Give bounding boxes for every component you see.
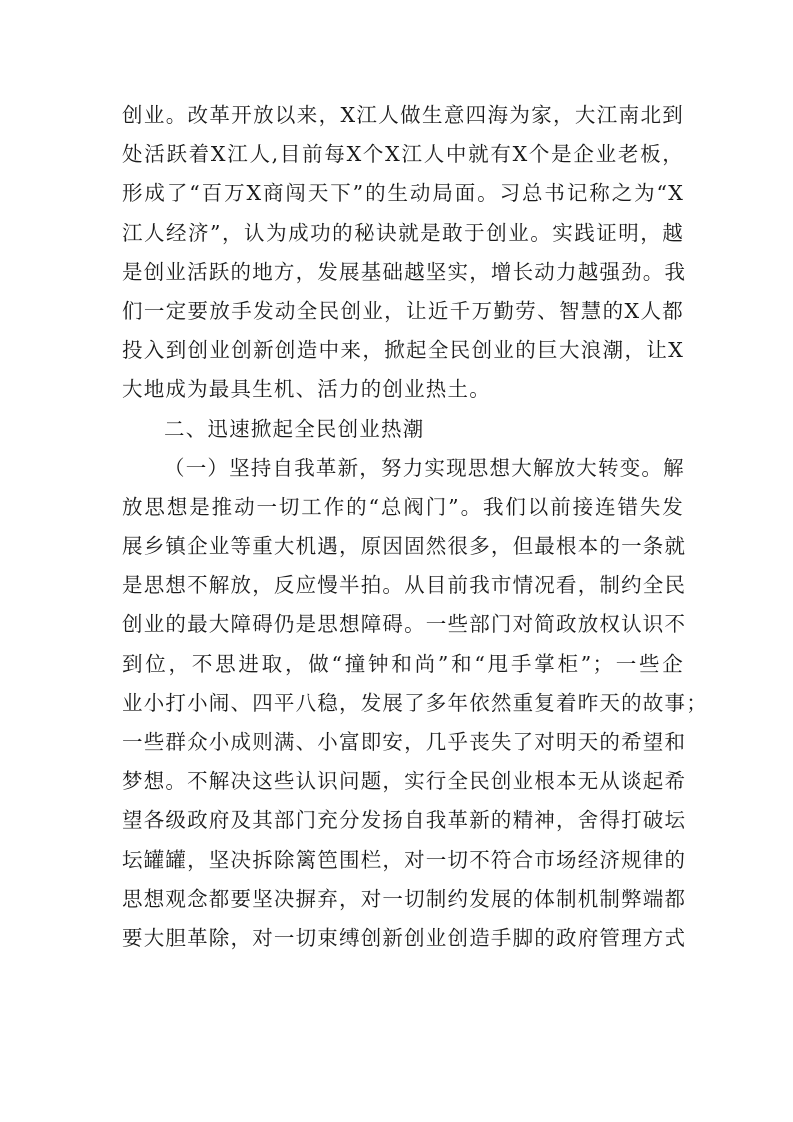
- document-body: [122, 96, 708, 958]
- text-line: 到位，不思进取，做“撞钟和尚”和“甩手掌柜”；一些企: [122, 651, 684, 676]
- text-line: 江人经济”，认为成功的秘诀就是敢于创业。实践证明，越: [122, 220, 684, 245]
- text-line: 处活跃着X江人,目前每X个X江人中就有X个是企业老板，: [122, 142, 684, 167]
- text-line: 思想观念都要坚决摒弃，对一切制约发展的体制机制弊端都: [122, 886, 687, 911]
- text-line: 放思想是推动一切工作的“总阀门”。我们以前接连错失发: [122, 494, 684, 519]
- text-line: 要大胆革除，对一切束缚创新创业创造手脚的政府管理方式: [122, 925, 687, 950]
- text-line: 是思想不解放，反应慢半拍。从目前我市情况看，制约全民: [122, 573, 687, 598]
- text-line: 梦想。不解决这些认识问题，实行全民创业根本无从谈起希: [122, 769, 687, 794]
- text-line: 展乡镇企业等重大机遇，原因固然很多，但最根本的一条就: [122, 534, 687, 559]
- text-line: 投入到创业创新创造中来，掀起全民创业的巨大浪潮，让X: [122, 338, 684, 363]
- text-line: 们一定要放手发动全民创业，让近千万勤劳、智慧的X人都: [122, 298, 684, 323]
- text-line: 创业的最大障碍仍是思想障碍。一些部门对简政放权认识不: [122, 612, 687, 637]
- text-line: 大地成为最具生机、活力的创业热土。: [122, 377, 491, 402]
- text-line: （一）坚持自我革新，努力实现思想大解放大转变。解: [164, 455, 685, 480]
- text-line: 一些群众小成则满、小富即安，几乎丧失了对明天的希望和: [122, 730, 687, 754]
- section-heading: 二、迅速掀起全民创业热潮: [164, 416, 425, 441]
- text-line: 创业。改革开放以来，X江人做生意四海为家，大江南北到: [122, 103, 684, 127]
- text-line: 望各级政府及其部门充分发扬自我革新的精神，舍得打破坛: [122, 808, 687, 833]
- text-line: 坛罐罐，坚决拆除篱笆围栏，对一切不符合市场经济规律的: [122, 847, 687, 872]
- text-line: 业小打小闹、四平八稳，发展了多年依然重复着昨天的故事；: [122, 690, 708, 715]
- text-line: 形成了“百万X商闯天下”的生动局面。习总书记称之为“X: [122, 181, 684, 206]
- text-line: 是创业活跃的地方，发展基础越坚实，增长动力越强劲。我: [122, 259, 687, 284]
